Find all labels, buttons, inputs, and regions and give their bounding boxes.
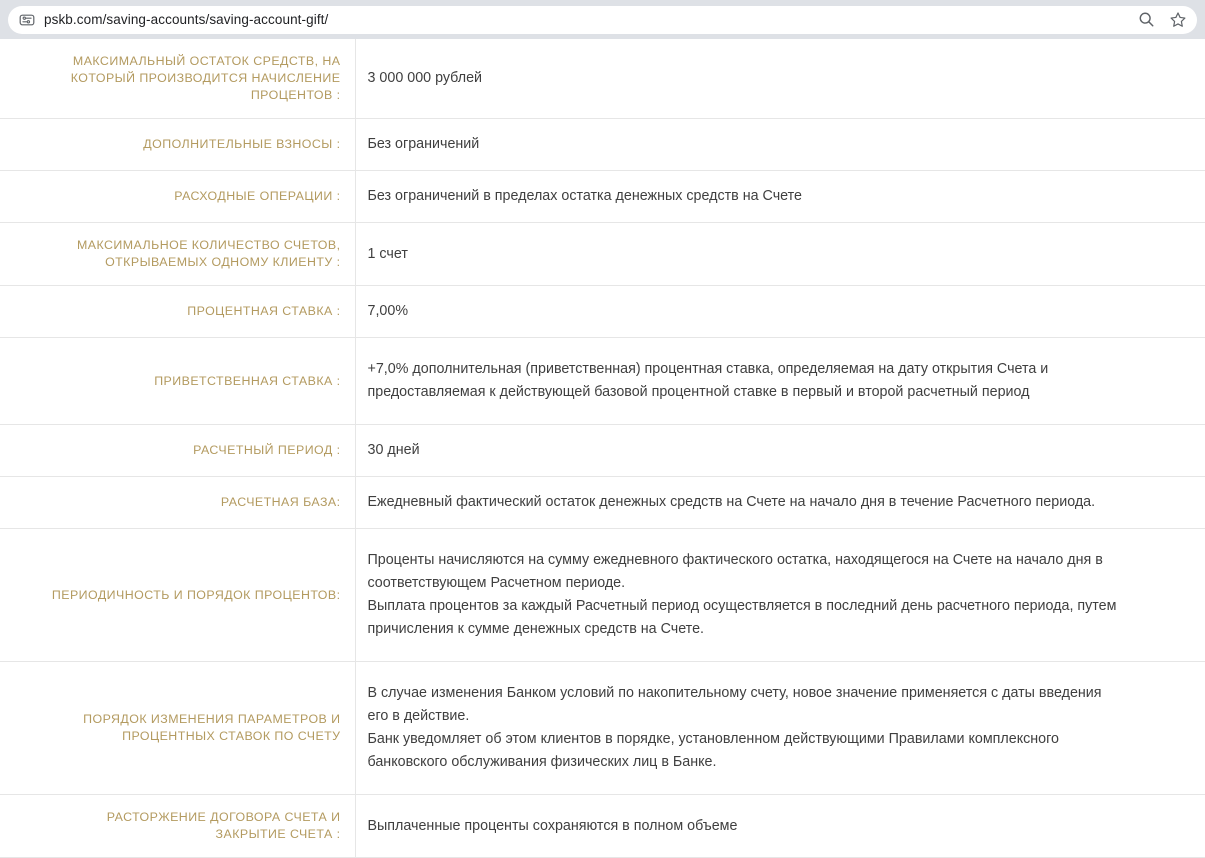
- row-value: [355, 662, 1205, 795]
- row-label: РАСТОРЖЕНИЕ ДОГОВОРА СЧЕТА И ЗАКРЫТИЕ СЧЕТА :: [106, 810, 341, 841]
- table-row: [0, 39, 1205, 119]
- row-label: РАСЧЕТНЫЙ ПЕРИОД :: [193, 443, 341, 457]
- row-value-line: Без ограничений: [367, 136, 480, 152]
- table-row: [0, 119, 1205, 171]
- row-label: ПОРЯДОК ИЗМЕНЕНИЯ ПАРАМЕТРОВ И ПРОЦЕНТНЫХ СТАВОК ПО СЧЕТУ: [83, 712, 341, 743]
- row-label: ДОПОЛНИТЕЛЬНЫЕ ВЗНОСЫ :: [143, 137, 341, 151]
- row-value-line: 3 000 000 рублей: [367, 70, 483, 86]
- url-text[interactable]: pskb.com/saving-accounts/saving-account-gift/: [44, 12, 329, 27]
- table-row: [0, 286, 1205, 338]
- table-row: [0, 338, 1205, 425]
- row-value: [355, 39, 1205, 119]
- row-label: МАКСИМАЛЬНЫЙ ОСТАТОК СРЕДСТВ, НА КОТОРЫЙ ПРОИЗВОДИТСЯ НАЧИСЛЕНИЕ ПРОЦЕНТОВ :: [70, 54, 341, 102]
- row-label: МАКСИМАЛЬНОЕ КОЛИЧЕСТВО СЧЕТОВ, ОТКРЫВАЕМЫХ ОДНОМУ КЛИЕНТУ :: [77, 238, 341, 269]
- row-value: [355, 338, 1205, 425]
- star-icon[interactable]: [1169, 11, 1187, 29]
- site-settings-icon[interactable]: [16, 10, 38, 30]
- row-value-line: Выплата процентов за каждый Расчетный период осуществляется в последний день расчетного периода, путем причисления к сумме денежных средств на Счете.: [367, 598, 1117, 637]
- row-value-line: Без ограничений в пределах остатка денежных средств на Счете: [367, 188, 802, 204]
- row-value-line: Банк уведомляет об этом клиентов в порядке, установленном действующими Правилами комплексного банковского обслуживания физических лиц в Банке.: [367, 731, 1059, 770]
- table-row: [0, 529, 1205, 662]
- row-value: [355, 286, 1205, 338]
- address-bar[interactable]: [8, 6, 1197, 34]
- row-value-line: 1 счет: [367, 245, 408, 262]
- table-row: [0, 223, 1205, 286]
- row-value: [355, 477, 1205, 529]
- table-row: [0, 425, 1205, 477]
- search-zoom-icon[interactable]: [1137, 11, 1155, 29]
- row-label: РАСЧЕТНАЯ БАЗА:: [220, 495, 341, 509]
- omnibox-actions: [1127, 11, 1187, 29]
- row-value-line: 30 дней: [367, 442, 420, 458]
- row-value-line: Выплаченные проценты сохраняются в полном объеме: [367, 817, 738, 834]
- row-value: [355, 223, 1205, 286]
- row-value: [355, 119, 1205, 171]
- table-row: [0, 795, 1205, 858]
- row-value-line: Проценты начисляются на сумму ежедневного фактического остатка, находящегося на Счете на начало дня в соответствующем Расчетном периоде.: [367, 552, 1103, 591]
- row-value-line: 7,00%: [367, 303, 409, 319]
- row-label: РАСХОДНЫЕ ОПЕРАЦИИ :: [174, 189, 341, 203]
- table-row: [0, 171, 1205, 223]
- row-label: ПРОЦЕНТНАЯ СТАВКА :: [187, 304, 341, 318]
- product-conditions-table: [0, 39, 1205, 858]
- row-value-line: Ежедневный фактический остаток денежных средств на Счете на начало дня в течение Расчетного периода.: [367, 494, 1096, 510]
- row-label: ПЕРИОДИЧНОСТЬ И ПОРЯДОК ПРОЦЕНТОВ:: [51, 587, 341, 602]
- row-value: [355, 529, 1205, 662]
- row-label: ПРИВЕТСТВЕННАЯ СТАВКА :: [154, 373, 341, 388]
- row-value: [355, 171, 1205, 223]
- browser-toolbar: [0, 0, 1205, 39]
- row-value: [355, 795, 1205, 858]
- row-value-line: В случае изменения Банком условий по накопительному счету, новое значение применяется с даты введения его в действие.: [367, 685, 1102, 724]
- table-row: [0, 477, 1205, 529]
- row-value: [355, 425, 1205, 477]
- row-value-line: +7,0% дополнительная (приветственная) процентная ставка, определяемая на дату открытия Счета и предоставляемая к действующей базовой процентной ставке в первый и второй расчетный период: [367, 361, 1049, 400]
- page-content: [0, 39, 1205, 841]
- table-row: [0, 662, 1205, 795]
